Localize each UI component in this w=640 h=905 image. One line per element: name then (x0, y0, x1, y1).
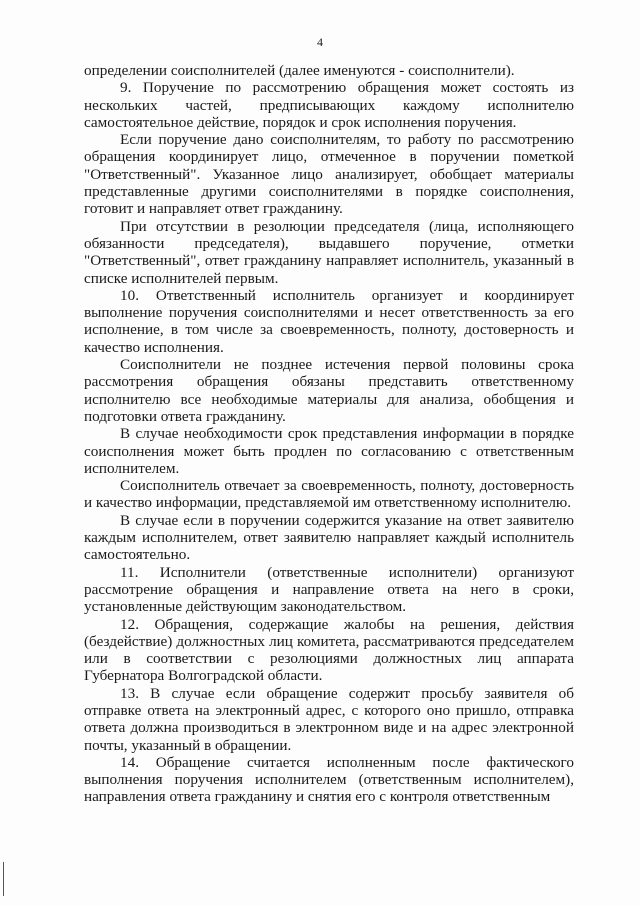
paragraph-9-coexecutors: Если поручение дано соисполнителям, то работу по рассмотрению обращения координирует лицо, отмеченное в поручении пометкой "Ответственный". Указанное лицо анализирует, обобщает материалы представленные другими соисполнителями в порядке соисполнения, готовит и направляет ответ гражданину. (84, 131, 574, 218)
paragraph-12: 12. Обращения, содержащие жалобы на решения, действия (бездействие) должностных лиц комитета, рассматриваются председателем или в соответствии с резолюциями должностных лиц аппарата Губернатора Волгоградской области. (84, 615, 574, 685)
page-number: 4 (317, 35, 323, 49)
paragraph-13: 13. В случае если обращение содержит просьбу заявителя об отправке ответа на электронный адрес, с которого оно пришло, отправка ответа должна производиться в электронном виде и на адрес электронной почты, указанный в обращении. (84, 684, 574, 754)
paragraph-10-materials: Соисполнители не позднее истечения первой половины срока рассмотрения обращения обязаны представить ответственному исполнителю все необходимые материалы для анализа, обобщения и подготовки ответа гражданину. (84, 356, 574, 425)
paragraph-10-extension: В случае необходимости срок представления информации в порядке соисполнения может быть продлен по согласованию с ответственным исполнителем. (84, 425, 574, 477)
paragraph-9-no-responsible: При отсутствии в резолюции председателя (лица, исполняющего обязанности председателя), выдавшего поручение, отметки "Ответственный", ответ гражданину направляет исполнитель, указанный в списке исполнителей первым. (84, 217, 574, 287)
paragraph-14: 14. Обращение считается исполненным после фактического выполнения поручения исполнителем (ответственным исполнителем), направления ответа гражданину и снятия его с контроля ответственным (84, 753, 574, 806)
paragraph-11: 11. Исполнители (ответственные исполнители) организуют рассмотрение обращения и направление ответа на него в сроки, установленные действующим законодательством. (84, 563, 574, 616)
paragraph-10-each-executor: В случае если в поручении содержится указание на ответ заявителю каждым исполнителем, ответ заявителю направляет каждый исполнитель самостоятельно. (84, 511, 574, 564)
paragraph-continuation: определении соисполнителей (далее именуются - соисполнители). (84, 62, 515, 79)
scan-edge-mark (3, 862, 4, 896)
document-body (84, 62, 574, 806)
paragraph-10: 10. Ответственный исполнитель организует и координирует выполнение поручения соисполнителями и несет ответственность за его исполнение, в том числе за своевременность, полноту, достоверность и качество исполнения. (84, 286, 574, 356)
paragraph-10-coexecutor-liability: Соисполнитель отвечает за своевременность, полноту, достоверность и качество информации, представляемой им ответственному исполнителю. (84, 477, 574, 512)
paragraph-9: 9. Поручение по рассмотрению обращения может состоять из нескольких частей, предписывающих каждому исполнителю самостоятельное действие, порядок и срок исполнения поручения. (84, 79, 574, 131)
